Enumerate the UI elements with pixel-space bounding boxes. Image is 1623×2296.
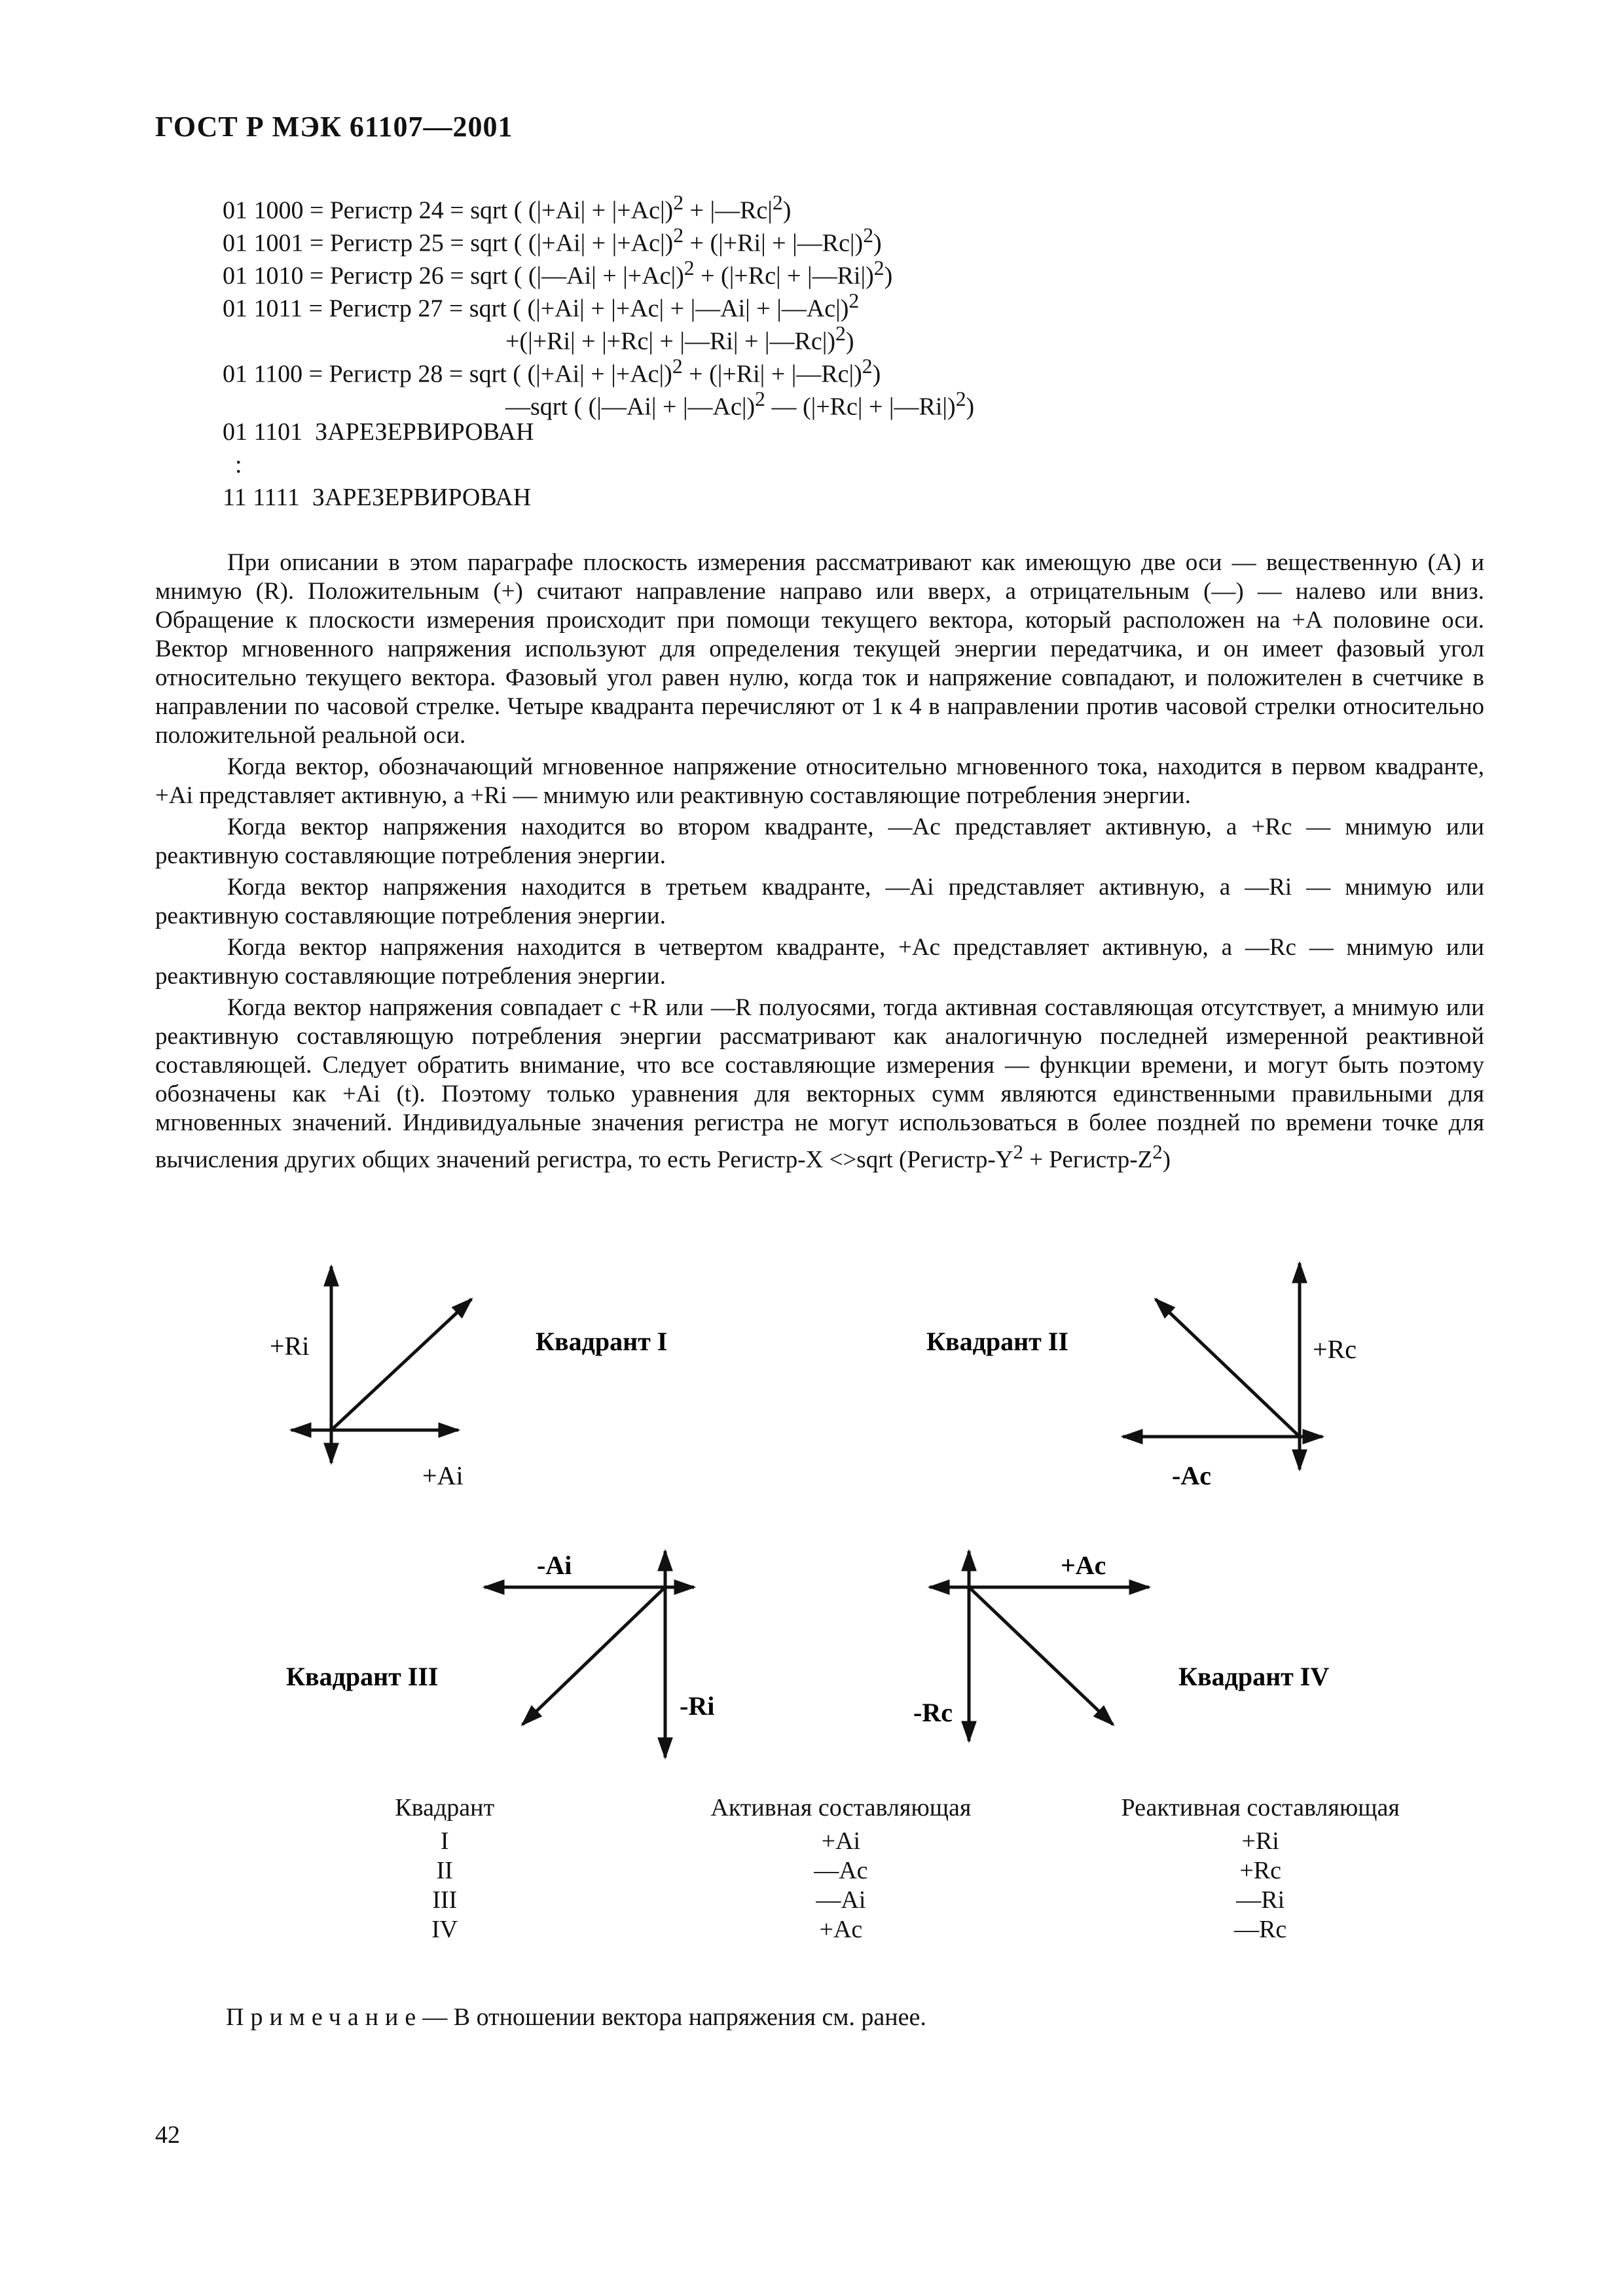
table-cell: +Ac [819,1916,863,1943]
table-cell: +Ai [821,1827,861,1855]
quadrant-i-diagram [291,1266,471,1463]
table-cell: —Ri [1236,1886,1285,1914]
q2-voltage-vector [1156,1299,1300,1437]
table-header-cell: Реактивная составляющая [1121,1794,1400,1821]
q2-axis-a-label: -Ac [1172,1461,1211,1490]
page-number: 42 [155,2121,180,2149]
paragraph: При описании в этом параграфе плоскость измерения рассматривают как имеющую две оси — вещественную (A) и мнимую (R). Положительным (+) считают направление направо или вверх, а отрицательным (—) — налево или вниз. Обращение к плоскости измерения происходит при помощи текущего вектора, который расположен на +A половине оси. Вектор мгновенного напряжения используют для определения текущей энергии передатчика, и он имеет фазовый угол относительно текущего вектора. Фазовый угол равен нулю, когда ток и напряжение совпадают, и положителен в счетчике в направлении по часовой стрелке. Четыре квадранта перечисляют от 1 к 4 в направлении против часовой стрелки относительно положительной реальной оси. [155,549,1484,749]
q3-voltage-vector [522,1587,665,1725]
table-cell: —Ac [814,1857,868,1884]
paragraph: Когда вектор напряжения находится во втором квадранте, —Ac представляет активную, а +Rc — мнимую или реактивную составляющие потребления энергии. [155,814,1484,869]
q4-voltage-vector [969,1587,1113,1725]
table-cell: +Ri [1241,1827,1279,1855]
q1-axis-r-label: +Ri [270,1331,310,1361]
table-row [282,1915,1447,1945]
quadrant-ii-diagram [1123,1263,1322,1469]
q2-axis-r-label: +Rc [1313,1335,1357,1364]
paragraph: Когда вектор напряжения находится в четвертом квадранте, +Ac представляет активную, а —Rc — мнимую или реактивную составляющие потребления энергии. [155,934,1484,990]
q3-axis-a-label: -Ai [537,1551,572,1580]
formula-line: : [223,451,242,478]
table-cell: IV [431,1916,458,1943]
q3-title: Квадрант III [286,1662,439,1691]
table-row [282,1856,1447,1886]
note-label: Примечание [226,2003,423,2031]
table-cell: III [432,1886,458,1914]
document-header: ГОСТ Р МЭК 61107—2001 [155,111,513,143]
quadrant-iv-diagram [930,1551,1149,1741]
formula-line: 01 1000 = Регистр 24 = sqrt ( $(|+Ai| + |+Ac|)^2$ + $|—Rc|^2$) [223,191,792,224]
table-cell: —Ai [816,1886,866,1914]
quadrant-iii-diagram [484,1551,694,1757]
formula-line: 01 1001 = Регистр 25 = sqrt ( $(|+Ai| + |+Ac|)^2 + (|+Ri|$ + |—Rc|)$^2$) [223,224,882,257]
q3-axis-r-label: -Ri [680,1691,715,1721]
table-row [282,1886,1447,1915]
table-header-row [282,1793,1447,1827]
table-cell: II [436,1857,453,1884]
formula-line: +(|+Ri| + |+Rc| + |—Ri| + |—Rc|)$^2$) [505,322,854,355]
formula-line: 11 1111 ЗАРЕЗЕРВИРОВАН [223,484,532,511]
table-cell: —Rc [1234,1916,1287,1943]
formula-line: —sqrt ( (|—Ai| + |—Ac|)$^2$ — (|+Rc| + |—Ri|)$^2$) [505,387,975,421]
table-cell: I [440,1827,449,1855]
note [226,2003,926,2032]
q2-title: Квадрант II [926,1327,1068,1356]
q4-axis-a-label: +Ac [1061,1551,1106,1580]
formula-line: 01 1010 = Регистр 26 = sqrt ( (|—Ai| + |+Ac|)$^2$ + (|+Rc| + |—Ri|)$^2$) [223,257,893,290]
paragraph: Когда вектор, обозначающий мгновенное напряжение относительно мгновенного тока, находится в первом квадранте, +Ai представляет активную, а +Ri — мнимую или реактивную составляющие потребления энергии. [155,753,1484,809]
formula-line: 01 1011 = Регистр 27 = sqrt ( (|+Ai| + |+Ac| + |—Ai| + |—Ac|)$^2$ [223,289,860,323]
table-row [282,1827,1447,1856]
table-cell: +Rc [1239,1857,1282,1884]
formula-line: 01 1100 = Регистр 28 = sqrt ( $(|+Ai| + |+Ac|)^2 + (|+Ri|$ + |—Rc|)$^2$) [223,355,881,388]
table-header-cell: Квадрант [395,1794,495,1821]
paragraph: Когда вектор напряжения совпадает с +R или —R полуосями, тогда активная составляющая отсутствует, а мнимую или реактивную составляющую потребления энергии рассматривают как аналогичную последней измеренной реактивной составляющей. Следует обратить внимание, что все составляющие измерения — функции времени, и могут быть поэтому обозначены как +Ai (t). Поэтому только уравнения для векторных сумм являются единственными правильными для мгновенных значений. Индивидуальные значения регистра не могут использоваться в более поздней по времени точке для вычисления других общих значений регистра, то есть Регистр-X <>sqrt ($Регистр-Y^2$ + Регистр-$Z^2$) [155,994,1484,1174]
q1-voltage-vector [331,1299,471,1430]
q1-axis-a-label: +Ai [422,1461,464,1490]
paragraph: Когда вектор напряжения находится в третьем квадранте, —Ai представляет активную, а —Ri — мнимую или реактивную составляющие потребления энергии. [155,874,1484,929]
note-text: — В отношении вектора напряжения см. ранее. [422,2003,926,2031]
q4-axis-r-label: -Rc [913,1698,953,1727]
q1-title: Квадрант I [536,1327,668,1356]
q4-title: Квадрант IV [1178,1662,1330,1691]
formula-line: 01 1101 ЗАРЕЗЕРВИРОВАН [223,418,534,446]
quadrant-components-table [282,1793,1447,1945]
table-header-cell: Активная составляющая [710,1794,972,1821]
